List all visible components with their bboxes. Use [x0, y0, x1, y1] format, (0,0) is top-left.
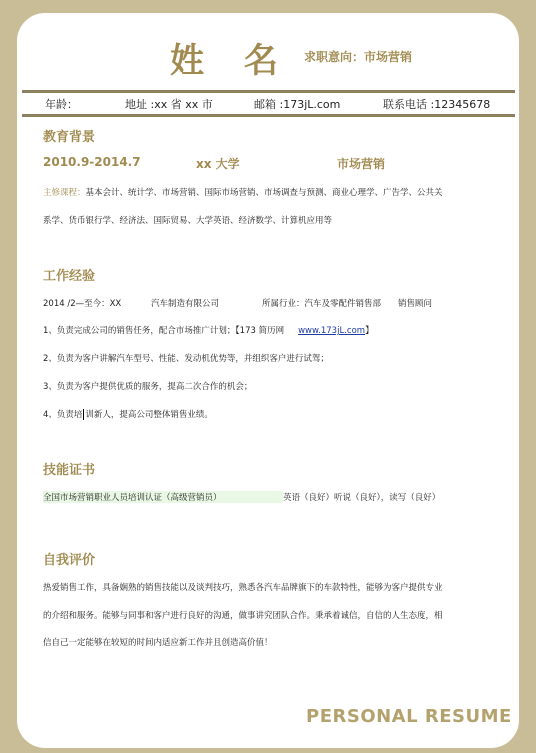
work-item-1-end: 】 — [365, 326, 374, 336]
skills-line — [43, 491, 440, 503]
info-age: 年龄： — [45, 98, 78, 111]
work-item-3: 3、负责为客户提供优质的服务，提高二次合作的机会； — [43, 382, 253, 392]
education-period: 2010.9-2014.7 — [43, 155, 141, 169]
courses-line-1 — [43, 186, 443, 198]
work-item-1-text: 1、负责完成公司的销售任务，配合市场推广计划；【173 简历网 — [43, 326, 285, 336]
education-school: xx 大学 — [196, 157, 240, 171]
work-item-2: 2、负责为客户讲解汽车型号、性能、发动机优势等，并组织客户进行试驾； — [43, 354, 329, 364]
website-link[interactable]: www.173jL.com — [298, 326, 366, 336]
work-company: 汽车制造有限公司 — [151, 299, 220, 309]
courses-label: 主修课程： — [43, 188, 86, 198]
education-title: 教育背景 — [43, 130, 96, 145]
skills-title: 技能证书 — [43, 463, 96, 478]
work-title: 工作经验 — [43, 269, 96, 284]
bottom-rule — [22, 114, 515, 117]
self-eval-line-3: 信自己一定能够在较短的时间内适应新工作并且创造高价值！ — [43, 638, 273, 648]
courses-text-1: 基本会计、统计学、市场营销、国际市场营销、市场调查与预测、商业心理学、广告学、公共关 — [85, 188, 443, 198]
work-position: 销售顾问 — [398, 299, 433, 309]
education-major: 市场营销 — [337, 157, 386, 171]
self-eval-line-1: 热爱销售工作，具备娴熟的销售技能以及谈判技巧，熟悉各汽车品牌旗下的车款特性，能够为客户提供专业 — [43, 583, 443, 593]
work-item-4-a: 4、负责培 — [43, 410, 83, 420]
work-industry: 所属行业：汽车及零配件销售部 — [262, 299, 382, 309]
job-intent: 求职意向：市场营销 — [304, 50, 413, 64]
work-item-4-b: 训新人，提高公司整体销售业绩。 — [85, 410, 213, 420]
english-skill: 英语（良好）听说（良好），读写（良好） — [283, 493, 441, 503]
info-address: 地址 :xx 省 xx 市 — [125, 98, 213, 111]
self-eval-title: 自我评价 — [43, 553, 96, 568]
self-eval-line-2: 的介绍和服务。能够与同事和客户进行良好的沟通，做事讲究团队合作。秉承着诚信，自信的人生态度，相 — [43, 611, 443, 621]
footer-brand: PERSONAL RESUME — [306, 706, 512, 727]
top-rule — [22, 90, 515, 93]
info-phone: 联系电话 :12345678 — [383, 98, 491, 111]
work-item-1 — [43, 324, 374, 336]
info-email: 邮箱 :173jL.com — [254, 98, 341, 111]
cert-highlight: 全国市场营销职业人员培训认证（高级营销员） — [43, 491, 283, 503]
candidate-name: 姓 名 — [170, 41, 292, 81]
work-item-4 — [43, 408, 213, 420]
work-period: 2014 /2—至今：XX — [43, 299, 122, 309]
courses-line-2: 系学、货币银行学、经济法、国际贸易、大学英语、经济数学、计算机应用等 — [43, 216, 333, 226]
